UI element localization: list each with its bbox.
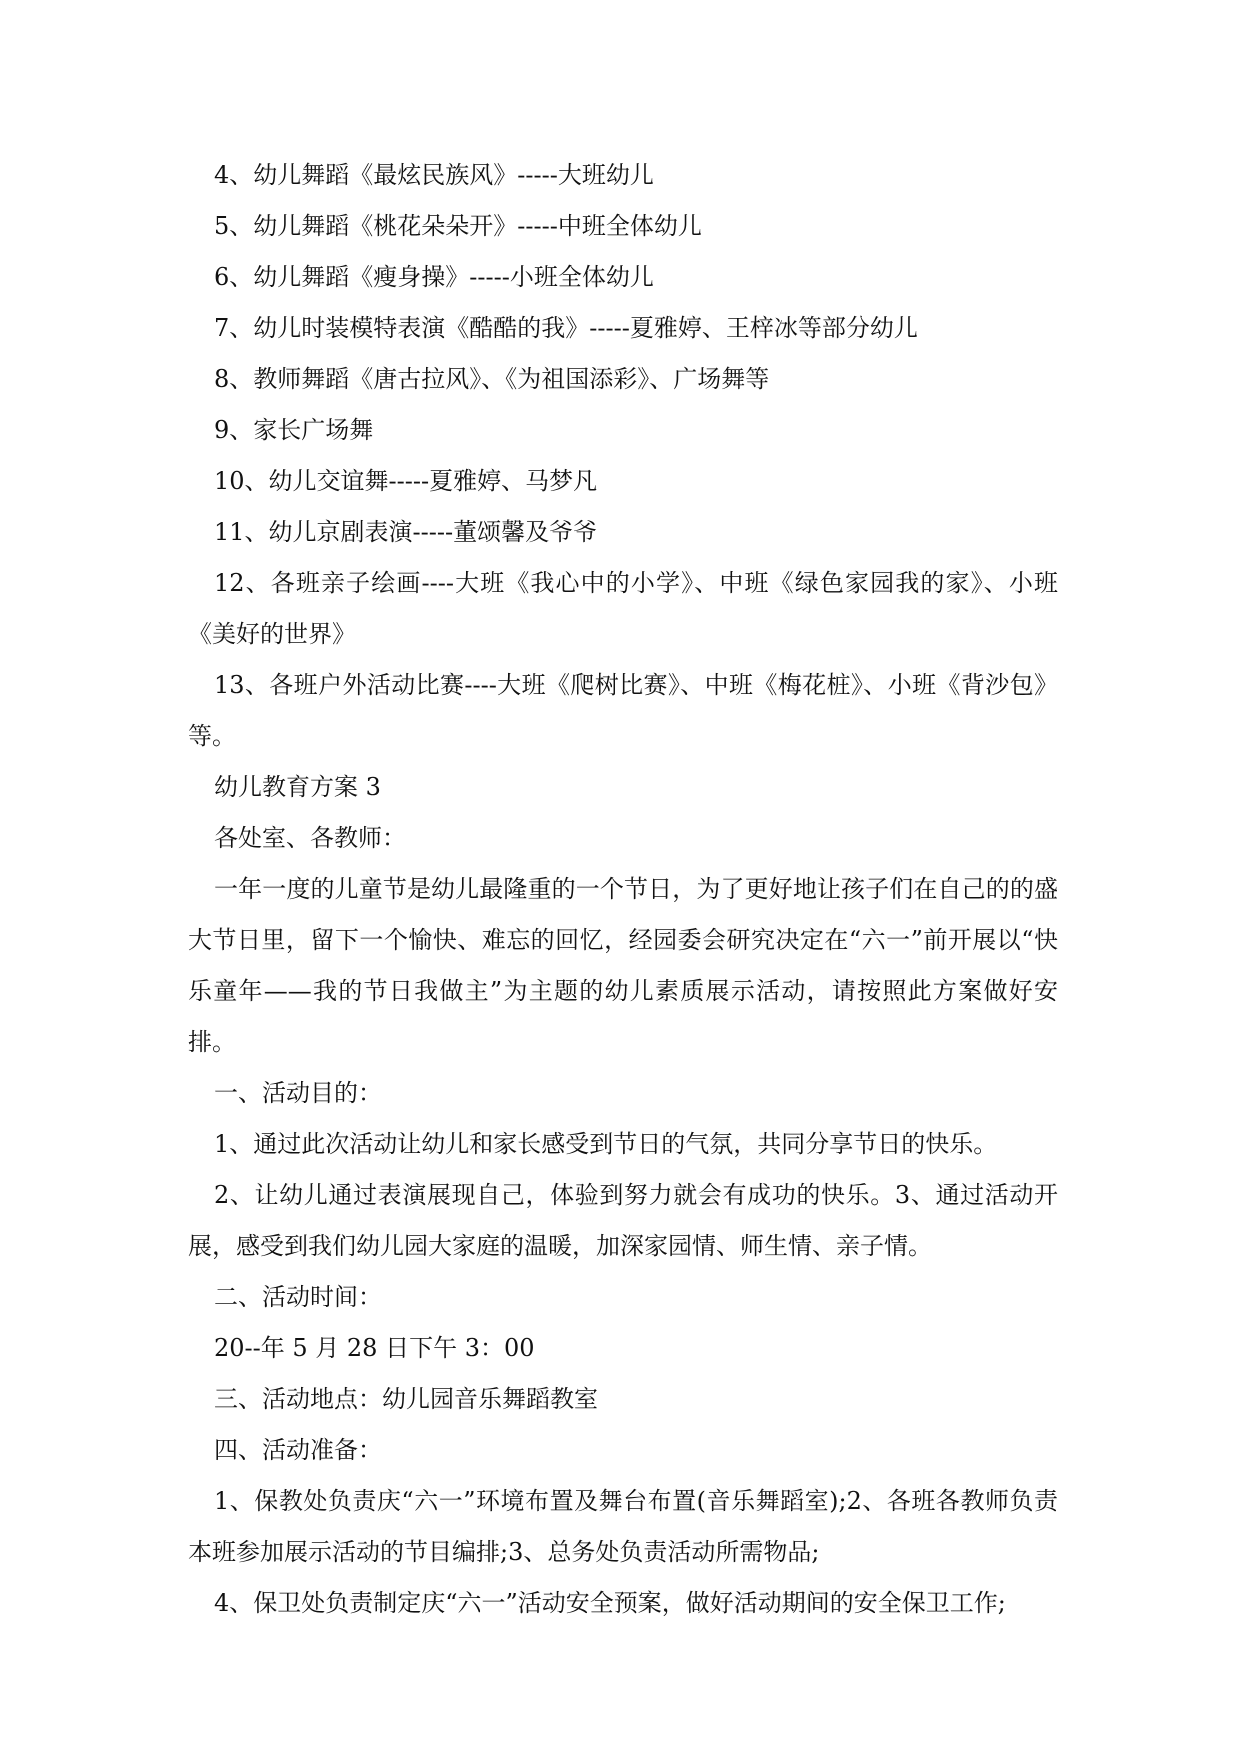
program-item-4: 4、幼儿舞蹈《最炫民族风》-----大班幼儿 [214, 161, 654, 189]
preparation-item-1: 1、保教处负责庆“六一”环境布置及舞台布置(音乐舞蹈室);2、各班各教师负责本班参加展示活动的节目编排;3、总务处负责活动所需物品; [188, 1487, 1058, 1566]
salutation: 各处室、各教师： [214, 824, 406, 852]
program-item-6: 6、幼儿舞蹈《瘦身操》-----小班全体幼儿 [214, 263, 654, 291]
program-item-10: 10、幼儿交谊舞-----夏雅婷、马梦凡 [214, 467, 598, 495]
program-item-12: 12、各班亲子绘画----大班《我心中的小学》、中班《绿色家园我的家》、小班《美好的世界》 [188, 569, 1058, 648]
heading-time: 二、活动时间： [214, 1283, 382, 1311]
section-title: 幼儿教育方案 3 [214, 773, 381, 801]
program-item-9: 9、家长广场舞 [214, 416, 374, 444]
preparation-item-4: 4、保卫处负责制定庆“六一”活动安全预案，做好活动期间的安全保卫工作; [214, 1589, 1006, 1617]
program-item-5: 5、幼儿舞蹈《桃花朵朵开》-----中班全体幼儿 [214, 212, 702, 240]
purpose-item-2: 2、让幼儿通过表演展现自己，体验到努力就会有成功的快乐。3、通过活动开展，感受到我们幼儿园大家庭的温暖，加深家园情、师生情、亲子情。 [188, 1181, 1058, 1260]
heading-purpose: 一、活动目的： [214, 1079, 382, 1107]
heading-location: 三、活动地点：幼儿园音乐舞蹈教室 [214, 1385, 598, 1413]
heading-preparation: 四、活动准备： [214, 1436, 382, 1464]
program-item-13: 13、各班户外活动比赛----大班《爬树比赛》、中班《梅花桩》、小班《背沙包》等。 [188, 671, 1058, 750]
document-body [188, 150, 1058, 1629]
program-item-11: 11、幼儿京剧表演-----董颂馨及爷爷 [214, 518, 598, 546]
activity-time: 20--年 5 月 28 日下午 3：00 [214, 1334, 535, 1362]
purpose-item-1: 1、通过此次活动让幼儿和家长感受到节日的气氛，共同分享节日的快乐。 [214, 1130, 998, 1158]
program-item-8: 8、教师舞蹈《唐古拉风》、《为祖国添彩》、广场舞等 [214, 365, 770, 393]
program-item-7: 7、幼儿时装模特表演《酷酷的我》-----夏雅婷、王梓冰等部分幼儿 [214, 314, 918, 342]
intro-paragraph: 一年一度的儿童节是幼儿最隆重的一个节日，为了更好地让孩子们在自己的的盛大节日里，留下一个愉快、难忘的回忆，经园委会研究决定在“六一”前开展以“快乐童年——我的节日我做主”为主题的幼儿素质展示活动，请按照此方案做好安排。 [188, 875, 1058, 1056]
